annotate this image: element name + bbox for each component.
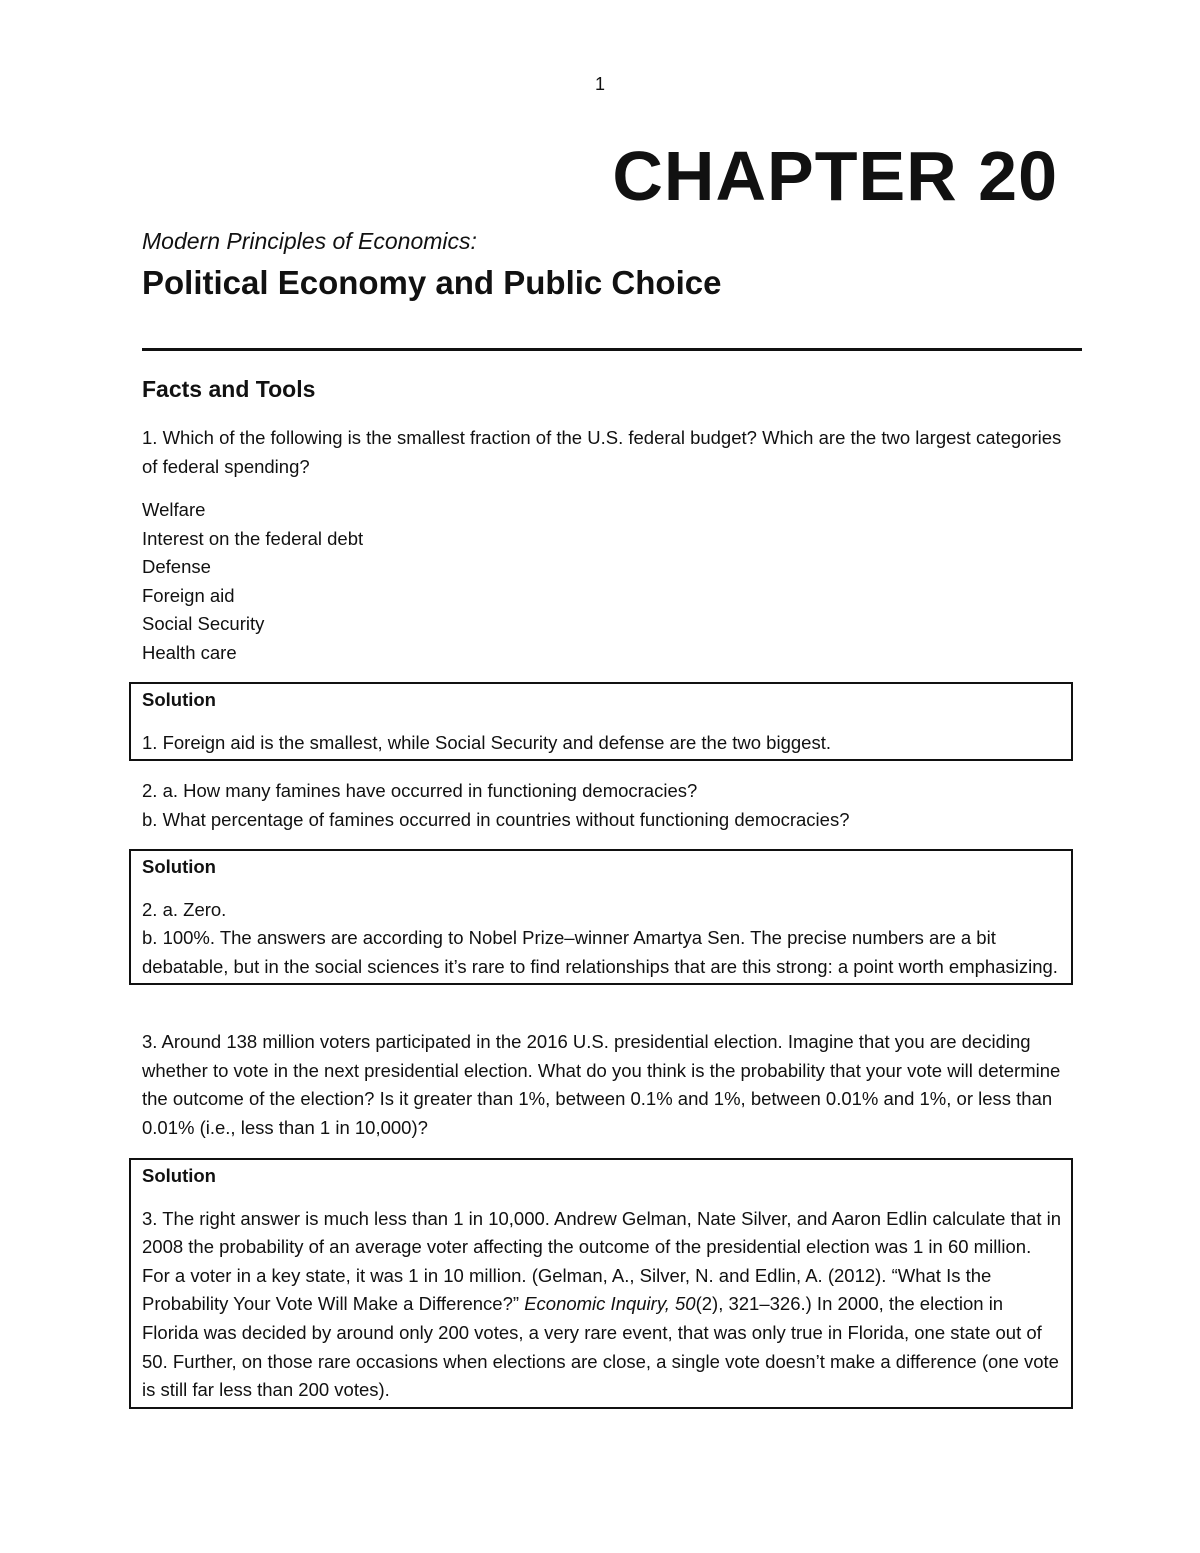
option-item: Health care <box>142 641 237 663</box>
solution-text-b: b. 100%. The answers are according to Nobel Prize–winner Amartya Sen. The precise numbers are a bit debatable, but in the social sciences it’s rare to find relationships that are this strong: a point worth emphasizing. <box>142 927 1058 977</box>
journal-citation: Economic Inquiry, 50 <box>524 1293 696 1315</box>
question-1-options <box>142 496 363 668</box>
solution-label: Solution <box>142 689 216 710</box>
solution-box-3 <box>129 1158 1073 1409</box>
solution-label: Solution <box>142 1165 216 1186</box>
page-number: 1 <box>594 74 605 94</box>
option-item: Interest on the federal debt <box>142 527 364 549</box>
solution-text <box>142 1205 1061 1405</box>
chapter-heading: Political Economy and Public Choice <box>142 264 722 301</box>
section-heading: Facts and Tools <box>142 376 316 402</box>
question-2a: 2. a. How many famines have occurred in functioning democracies? <box>142 780 698 801</box>
solution-label: Solution <box>142 856 216 877</box>
chapter-title: CHAPTER 20 <box>612 137 1058 215</box>
solution-text-a: 2. a. Zero. <box>142 898 227 920</box>
solution-text-part2: (2), 321–326.) In 2000, the election in Florida was decided by around only 200 votes, a very rare event, that was only true in Florida, one state out of 50. Further, on those rare occasions when elections are close, a single vote doesn’t make a difference (one vote is still far less than 200 votes). <box>142 1293 1059 1401</box>
option-item: Social Security <box>142 613 265 635</box>
option-item: Welfare <box>142 499 206 520</box>
book-title: Modern Principles of Economics: <box>142 228 477 254</box>
question-3: 3. Around 138 million voters participated in the 2016 U.S. presidential election. Imagine that you are deciding whether to vote in the next presidential election. What do you think is the probability that your vote will determine the outcome of the election? Is it greater than 1%, between 0.1% and 1%, between 0.01% and 1%, or less than 0.01% (i.e., less than 1 in 10,000)? <box>142 1031 1061 1138</box>
option-item: Defense <box>142 556 211 578</box>
solution-box-2 <box>129 849 1073 985</box>
solution-box-1 <box>129 682 1073 761</box>
question-2 <box>142 777 1072 834</box>
solution-text: 1. Foreign aid is the smallest, while Social Security and defense are the two biggest. <box>142 731 831 753</box>
option-item: Foreign aid <box>142 584 235 606</box>
question-2b: b. What percentage of famines occurred in countries without functioning democracies? <box>142 808 850 830</box>
divider <box>142 348 1082 351</box>
solution-text-part1: 3. The right answer is much less than 1 in 10,000. Andrew Gelman, Nate Silver, and Aaron Edlin calculate that in 2008 the probability of an average voter affecting the outcome of the presidential election was 1 in 60 million. For a voter in a key state, it was 1 in 10 million. (Gelman, A., Silver, N. and Edlin, A. (2012). “What Is the Probability Your Vote Will Make a Difference?” <box>142 1207 1062 1315</box>
question-1: 1. Which of the following is the smallest fraction of the U.S. federal budget? Which are the two largest categories of federal spending? <box>142 427 1062 477</box>
